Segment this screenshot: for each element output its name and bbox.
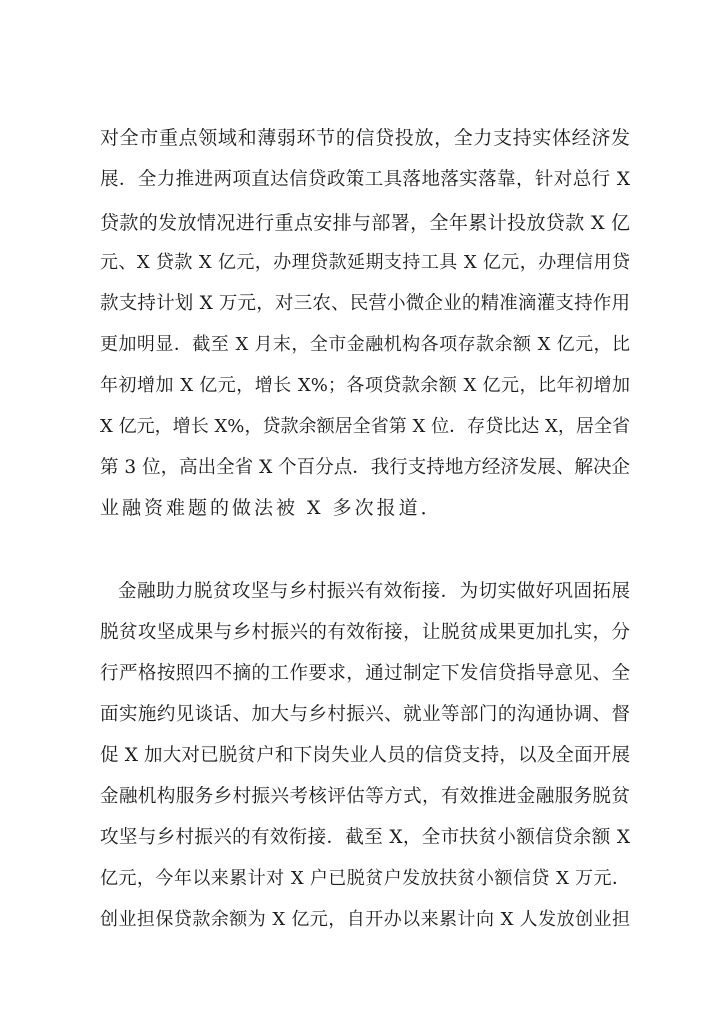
paragraph-2-line: 金融机构服务乡村振兴考核评估等方式，有效推进金融服务脱贫	[100, 786, 630, 807]
paragraph-2-line: 行严格按照四不摘的工作要求，通过制定下发信贷指导意见、全	[100, 663, 630, 684]
paragraph-2-line: 面实施约见谈话、加大与乡村振兴、就业等部门的沟通协调、督	[100, 704, 630, 725]
paragraph-2-line: 促 X 加大对已脱贫户和下岗失业人员的信贷支持，以及全面开展	[100, 745, 630, 766]
paragraph-1-line: 对全市重点领域和薄弱环节的信贷投放，全力支持实体经济发	[100, 127, 630, 149]
paragraph-1-line: 年初增加 X 亿元，增长 X%；各项贷款余额 X 亿元，比年初增加	[100, 375, 630, 396]
paragraph-1-line: 更加明显．截至 X 月末，全市金融机构各项存款余额 X 亿元，比	[100, 334, 630, 355]
paragraph-1-line: 展．全力推进两项直达信贷政策工具落地落实落靠，针对总行 X	[100, 169, 630, 190]
paragraph-2-line: 创业担保贷款余额为 X 亿元，自开办以来累计向 X 人发放创业担	[100, 909, 630, 930]
paragraph-1-line: 贷款的发放情况进行重点安排与部署，全年累计投放贷款 X 亿	[100, 212, 630, 234]
paragraph-2-line: 脱贫攻坚成果与乡村振兴的有效衔接，让脱贫成果更加扎实，分	[100, 622, 630, 643]
paragraph-2-line: 攻坚与乡村振兴的有效衔接．截至 X，全市扶贫小额信贷余额 X	[100, 827, 630, 848]
paragraph-1-line: 业融资难题的做法被 X 多次报道．	[100, 497, 443, 519]
paragraph-2-line: 亿元，今年以来累计对 X 户已脱贫户发放扶贫小额信贷 X 万元．	[100, 868, 630, 889]
paragraph-2-line: 金融助力脱贫攻坚与乡村振兴有效衔接．为切实做好巩固拓展	[118, 581, 630, 602]
paragraph-1-line: 元、X 贷款 X 亿元，办理贷款延期支持工具 X 亿元，办理信用贷	[100, 252, 630, 273]
paragraph-1-line: 款支持计划 X 万元，对三农、民营小微企业的精准滴灌支持作用	[100, 293, 630, 314]
paragraph-1-line: 第 3 位，高出全省 X 个百分点．我行支持地方经济发展、解决企	[100, 457, 630, 478]
paragraph-1-line: X 亿元，增长 X%，贷款余额居全省第 X 位．存贷比达 X，居全省	[100, 416, 630, 437]
